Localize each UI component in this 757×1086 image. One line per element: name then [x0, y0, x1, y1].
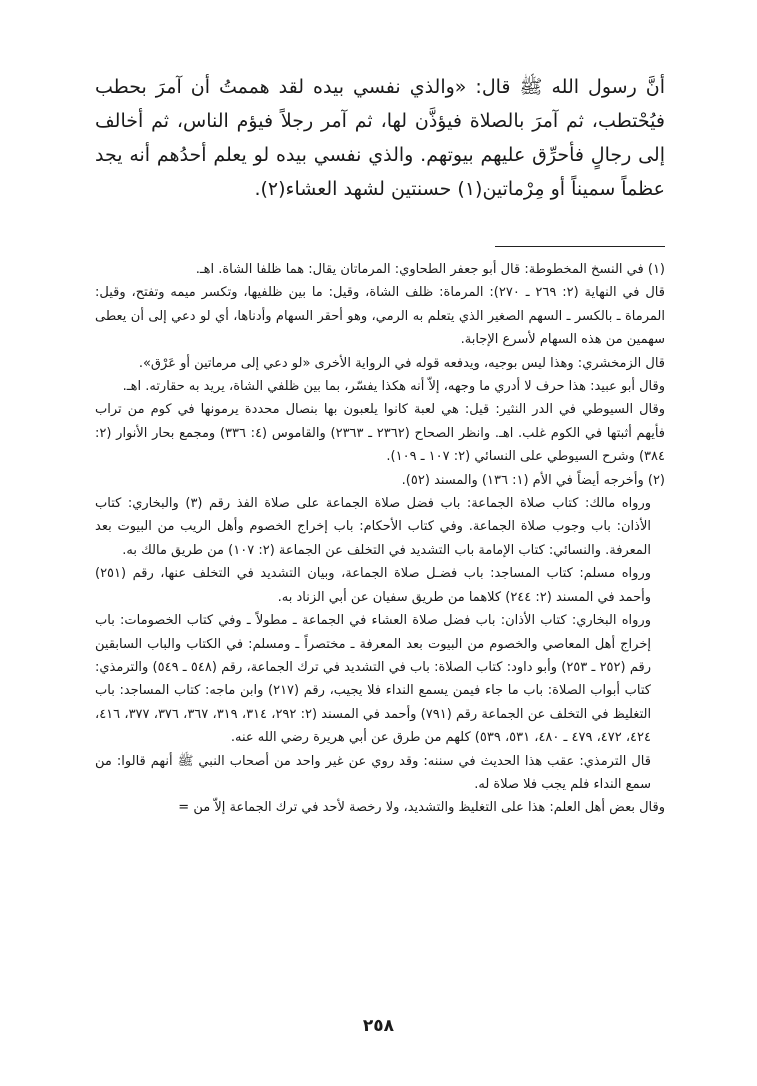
footnote-2: (٢) وأخرجه أيضاً في الأم (١: ١٣٦) والمسند (٥٢). [401, 472, 665, 488]
footnote-2-tirmidhi: قال الترمذي: عقب هذا الحديث في سننه: وقد روي عن غير واحد من أصحاب النبي ﷺ أنهم قالوا: من سمع النداء فلم يجب فلا صلاة له. [95, 753, 651, 792]
book-page [95, 70, 665, 816]
footnote-2-muslim: ورواه مسلم: كتاب المساجد: باب فضـل صلاة الجماعة، وبيان التشديد في التخلف عنها، رقم (٢٥١) وأحمد في المسند (٢: ٢٤٤) كلاهما من طريق سفيان عن أبي الزناد به. [95, 566, 651, 605]
footnote-2-ahl-ilm: وقال بعض أهل العلم: هذا على التغليظ والتشديد، ولا رخصة لأحد في ترك الجماعة إلاّ من = [178, 800, 665, 816]
main-hadith-text: أنَّ رسول الله ﷺ قال: «والذي نفسي بيده لقد هممتُ أن آمرَ بحطب فيُحْتطب، ثم آمرَ بالصلاة فيؤذَّن لها، ثم آمر رجلاً فيؤم الناس، ثم أخالف إلى رجالٍ فأحرِّق عليهم بيوتهم. والذي نفسي بيده لو يعلم أحدُهم أنه يجد عظماً سميناً أو مِرْماتين(١) حسنتين لشهد العشاء(٢). [95, 76, 665, 200]
footnote-1-nihaya: قال في النهاية (٢: ٢٦٩ ـ ٢٧٠): المرماة: ظلف الشاة، وقيل: ما بين ظلفيها، وتكسر ميمه وتفتح، وقيل: المرماة ـ بالكسر ـ السهم الصغير الذي يتعلم به الرمي، وهو أحقر السهام وأدناها، أي لو دعي إلى أن يعطى سهمين من هذه السهام لأسرع الإجابة. [95, 285, 665, 348]
footnote-1-abu-ubaid: وقال أبو عبيد: هذا حرف لا أدري ما وجهه، إلاّ أنه هكذا يفسّر، بما بين ظلفي الشاة، يريد به حقارته. اهـ. [122, 379, 665, 395]
page-number: ٢٥٨ [362, 1016, 395, 1036]
footnotes-section [95, 258, 665, 820]
footnote-2-bukhari: ورواه البخاري: كتاب الأذان: باب فضل صلاة العشاء في الجماعة ـ مطولاً ـ وفي كتاب الخصومات: باب إخراج أهل المعاصي والخصوم من البيوت بعد المعرفة ـ مختصراً ـ ومسلم: في الكتاب والباب السابقين رقم (٢٥٢ ـ ٢٥٣) وأبو داود: كتاب الصلاة: باب في التشديد في ترك الجماعة، رقم (٥٤٨ ـ ٥٤٩) والترمذي: كتاب أبواب الصلاة: باب ما جاء فيمن يسمع النداء فلا يجيب، رقم (٢١٧) وابن ماجه: كتاب المساجد: باب التغليظ في التخلف عن الجماعة رقم (٧٩١) وأحمد في المسند (٢: ٢٩٢، ٣١٤، ٣١٩، ٣٦٧، ٣٧٦، ٣٧٧، ٤١٦، ٤٢٤، ٤٧٢، ٤٧٩ ـ ٤٨٠، ٥٣١، ٥٣٩) كلهم من طرق عن أبي هريرة رضي الله عنه. [95, 613, 652, 746]
footnote-2-malik: ورواه مالك: كتاب صلاة الجماعة: باب فضل صلاة الجماعة على صلاة الفذ رقم (٣) والبخاري: كتاب الأذان: باب وجوب صلاة الجماعة. وفي كتاب الأحكام: باب إخراج الخصوم وأهل الريب من البيوت بعد المعرفة. والنسائي: كتاب الإمامة باب التشديد في التخلف عن الجماعة (٢: ١٠٧) من طريق مالك به. [95, 496, 652, 558]
footnote-1-zamakhshari: قال الزمخشري: وهذا ليس بوجيه، ويدفعه قوله في الرواية الأخرى «لو دعي إلى مرماتين أو عَرْق». [138, 355, 665, 371]
footnote-1-suyuti: وقال السيوطي في الدر النثير: قيل: هي لعبة كانوا يلعبون بها بنصال محددة يرمونها في كوم من تراب فأيهم أثبتها في الكوم غلب. اهـ. وانظر الصحاح (٢٣٦٢ ـ ٢٣٦٣) والقاموس (٤: ٣٣٦) ومجمع بحار الأنوار (٢: ٣٨٤) وشرح السيوطي على النسائي (٢: ١٠٧ ـ ١٠٩). [95, 402, 665, 465]
footnote-1: (١) في النسخ المخطوطة: قال أبو جعفر الطحاوي: المرماتان يقال: هما ظلفا الشاة. اهـ. [195, 262, 665, 277]
footnote-separator [495, 246, 665, 247]
